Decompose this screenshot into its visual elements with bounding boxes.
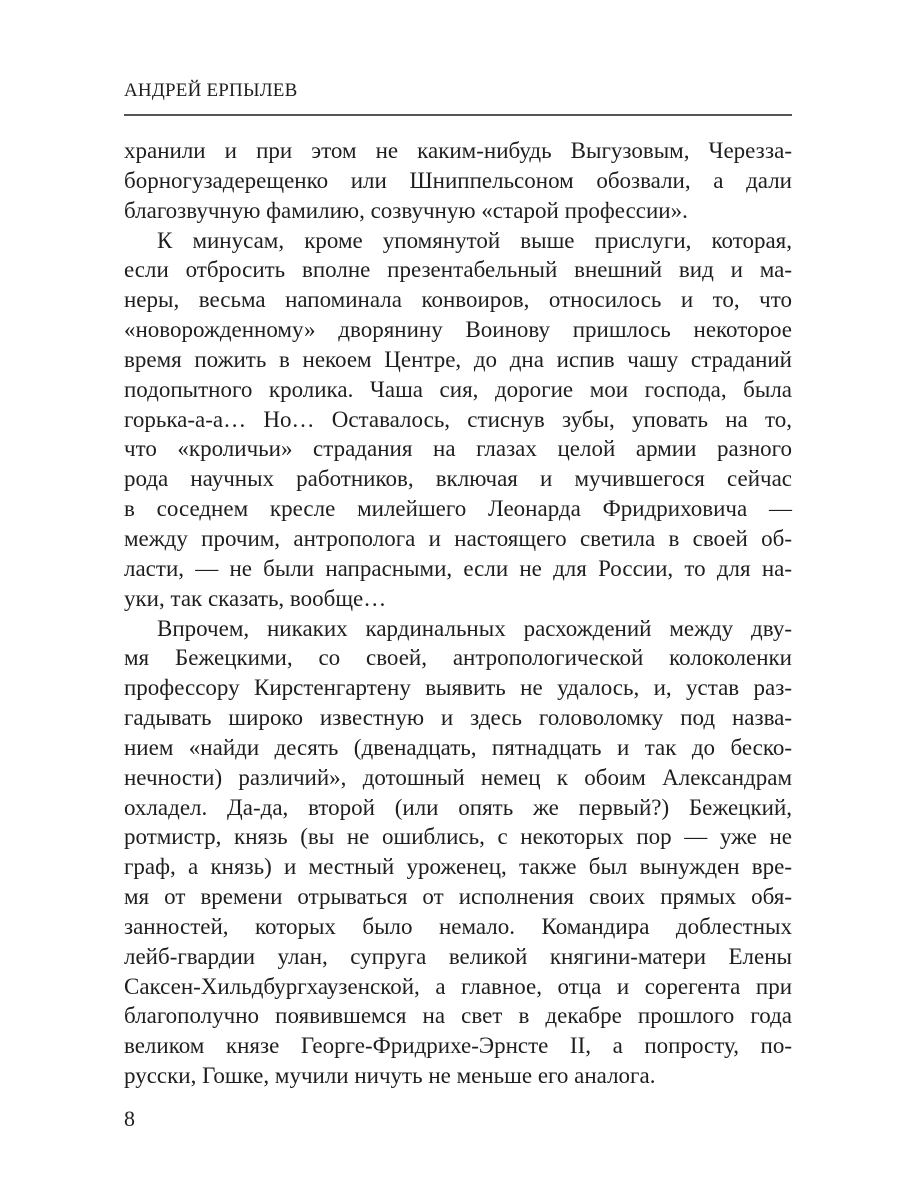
text-line: Впрочем, никаких кардинальных расхождений между дву- — [157, 615, 792, 641]
text-line: мя Бежецкими, со своей, антропологической колоколенки — [124, 645, 792, 671]
header-rule — [124, 114, 792, 116]
text-line: ласти, — не были напрасными, если не для России, то для на- — [124, 555, 792, 581]
paragraph — [124, 226, 792, 614]
text-line: между прочим, антрополога и настоящего светила в своей об- — [124, 525, 792, 551]
text-line: профессору Кирстенгартену выявить не удалось, и, устав раз- — [124, 675, 792, 701]
text-line: великом князе Георге-Фридрихе-Эрнсте II, а попросту, по- — [124, 1033, 792, 1059]
text-line: благополучно появившемся на свет в декабре прошлого года — [124, 1003, 792, 1029]
text-line: что «кроличьи» страдания на глазах целой армии разного — [124, 436, 792, 462]
text-line: мя от времени отрываться от исполнения своих прямых обя- — [124, 884, 792, 910]
text-line: если отбросить вполне презентабельный внешний вид и ма- — [124, 257, 792, 283]
text-line: гадывать широко известную и здесь головоломку под назва- — [124, 705, 792, 731]
text-line: неры, весьма напоминала конвоиров, относилось и то, что — [124, 287, 792, 313]
text-line: нием «найди десять (двенадцать, пятнадцать и так до беско- — [124, 734, 792, 760]
text-line: в соседнем кресле милейшего Леонарда Фридриховича — — [124, 496, 792, 522]
text-line: хранили и при этом не каким-нибудь Выгузовым, Черезза- — [124, 138, 792, 163]
paragraph — [124, 136, 792, 226]
text-line: охладел. Да-да, второй (или опять же первый?) Бежецкий, — [124, 794, 792, 820]
text-line: благозвучную фамилию, созвучную «старой профессии». — [124, 197, 688, 223]
text-line: ротмистр, князь (вы не ошиблись, с некоторых пор — уже не — [124, 824, 792, 850]
text-line: лейб-гвардии улан, супруга великой княгини-матери Елены — [124, 943, 792, 969]
body-text — [124, 136, 792, 1091]
text-line: нечности) различий», дотошный немец к обоим Александрам — [124, 764, 792, 790]
text-line: граф, а князь) и местный уроженец, также был вынужден вре- — [124, 854, 792, 880]
text-line: К минусам, кроме упомянутой выше прислуги, которая, — [157, 227, 792, 253]
text-line: борногузадерещенко или Шниппельсоном обозвали, а дали — [124, 167, 792, 193]
running-head: АНДРЕЙ ЕРПЫЛЕВ — [124, 80, 298, 101]
text-line: подопытного кролика. Чаша сия, дорогие мои господа, была — [124, 376, 792, 402]
text-line: занностей, которых было немало. Командира доблестных — [124, 913, 792, 939]
text-line: горька-а-а… Но… Оставалось, стиснув зубы, уповать на то, — [124, 406, 792, 432]
paragraph — [124, 614, 792, 1092]
text-line: русски, Гошке, мучили ничуть не меньше его аналога. — [124, 1063, 656, 1089]
text-line: «новорожденному» дворянину Воинову пришлось некоторое — [124, 317, 792, 343]
page-number: 8 — [124, 1106, 135, 1131]
text-line: Саксен-Хильдбургхаузенской, а главное, отца и сорегента при — [124, 973, 792, 999]
text-line: рода научных работников, включая и мучившегося сейчас — [124, 466, 792, 492]
text-line: время пожить в некоем Центре, до дна испив чашу страданий — [124, 346, 792, 372]
text-line: уки, так сказать, вообще… — [124, 585, 387, 611]
